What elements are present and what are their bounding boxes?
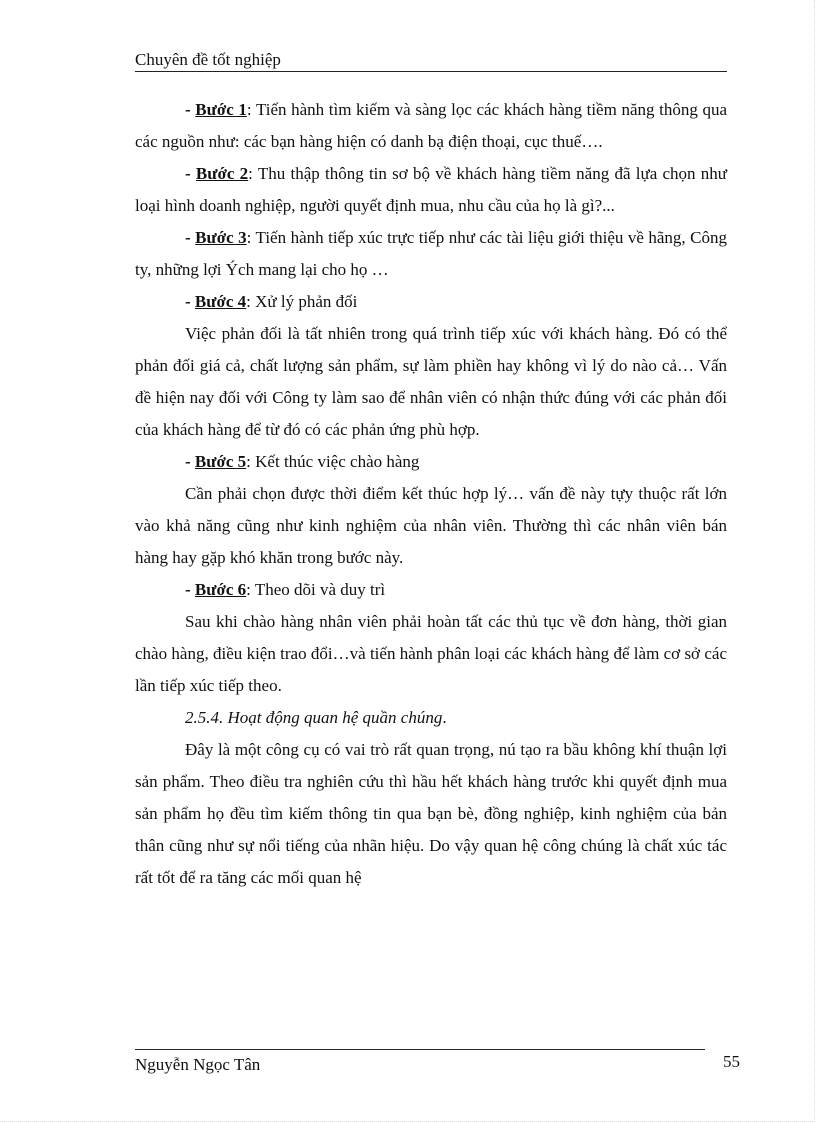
step-label: Bước 2 bbox=[195, 164, 249, 183]
header-title: Chuyên đề tốt nghiệp bbox=[135, 50, 281, 69]
step-dash: - bbox=[185, 580, 195, 599]
step-dash: - bbox=[185, 100, 196, 119]
step-label: Bước 3 bbox=[195, 228, 247, 247]
step-dash: - bbox=[185, 228, 196, 247]
document-body bbox=[135, 94, 727, 894]
paragraph-public-relations: Đây là một công cụ có vai trò rất quan trọng, nú tạo ra bầu không khí thuận lợi sản phẩm. Theo điều tra nghiên cứu thì hầu hết khách hàng trước khi quyết định mua sản phẩm họ đều tìm kiếm thông tin qua bạn bè, đồng nghiệp, kinh nghiệm của bản thân cũng như sự nổi tiếng của nhãn hiệu. Do vậy quan hệ công chúng là chất xúc tác rất tốt để ra tăng các mối quan hệ bbox=[135, 740, 727, 887]
step-2 bbox=[135, 158, 727, 222]
step-dash: - bbox=[185, 164, 196, 183]
paragraph-followup: Sau khi chào hàng nhân viên phải hoàn tất các thủ tục về đơn hàng, thời gian chào hàng, điều kiện trao đổi…và tiến hành phân loại các khách hàng để làm cơ sở các lần tiếp xúc tiếp theo. bbox=[135, 612, 727, 695]
section-heading bbox=[135, 702, 727, 734]
step-label: Bước 4 bbox=[194, 292, 247, 311]
footer-author: Nguyễn Ngọc Tân bbox=[135, 1055, 261, 1074]
section-heading-period: . bbox=[442, 708, 447, 727]
step-text: : Theo dõi và duy trì bbox=[246, 580, 386, 599]
step-text: : Tiến hành tiếp xúc trực tiếp như các tài liệu giới thiệu về hãng, Công ty, những lợi Ých mang lại cho họ … bbox=[135, 228, 727, 279]
page-number: 55 bbox=[723, 1052, 740, 1071]
step-5 bbox=[135, 446, 727, 478]
step-label: Bước 6 bbox=[194, 580, 247, 599]
paragraph-closing: Cần phải chọn được thời điểm kết thúc hợp lý… vấn đề này tựy thuộc rất lớn vào khả năng cũng như kinh nghiệm của nhân viên. Thường thì các nhân viên bán hàng hay gặp khó khăn trong bước này. bbox=[135, 484, 727, 567]
step-text: : Xử lý phản đối bbox=[246, 292, 358, 311]
step-1 bbox=[135, 94, 727, 158]
page-header bbox=[135, 50, 727, 72]
section-heading-text: 2.5.4. Hoạt động quan hệ quần chúng bbox=[185, 708, 443, 727]
step-4 bbox=[135, 286, 727, 318]
paragraph-objection: Việc phản đối là tất nhiên trong quá trình tiếp xúc với khách hàng. Đó có thể phản đối giá cả, chất lượng sản phẩm, sự làm phiền hay không vì lý do nào cả… Vấn đề hiện nay đối với Công ty làm sao để nhân viên có nhận thức đúng với các phản đối của khách hàng để từ đó có các phản ứng phù hợp. bbox=[135, 324, 727, 439]
step-text: : Tiến hành tìm kiếm và sàng lọc các khách hàng tiềm năng thông qua các nguồn như: các bạn hàng hiện có danh bạ điện thoại, cục thuế…. bbox=[135, 100, 727, 151]
step-label: Bước 1 bbox=[195, 100, 247, 119]
step-3 bbox=[135, 222, 727, 286]
step-text: : Thu thập thông tin sơ bộ về khách hàng tiềm năng đã lựa chọn như loại hình doanh nghiệp, người quyết định mua, nhu cầu của họ là gì?... bbox=[135, 164, 727, 215]
footer-divider bbox=[135, 1049, 705, 1050]
step-dash: - bbox=[185, 452, 195, 471]
step-text: : Kết thúc việc chào hàng bbox=[246, 452, 420, 471]
step-dash: - bbox=[185, 292, 195, 311]
step-label: Bước 5 bbox=[194, 452, 247, 471]
step-6 bbox=[135, 574, 727, 606]
